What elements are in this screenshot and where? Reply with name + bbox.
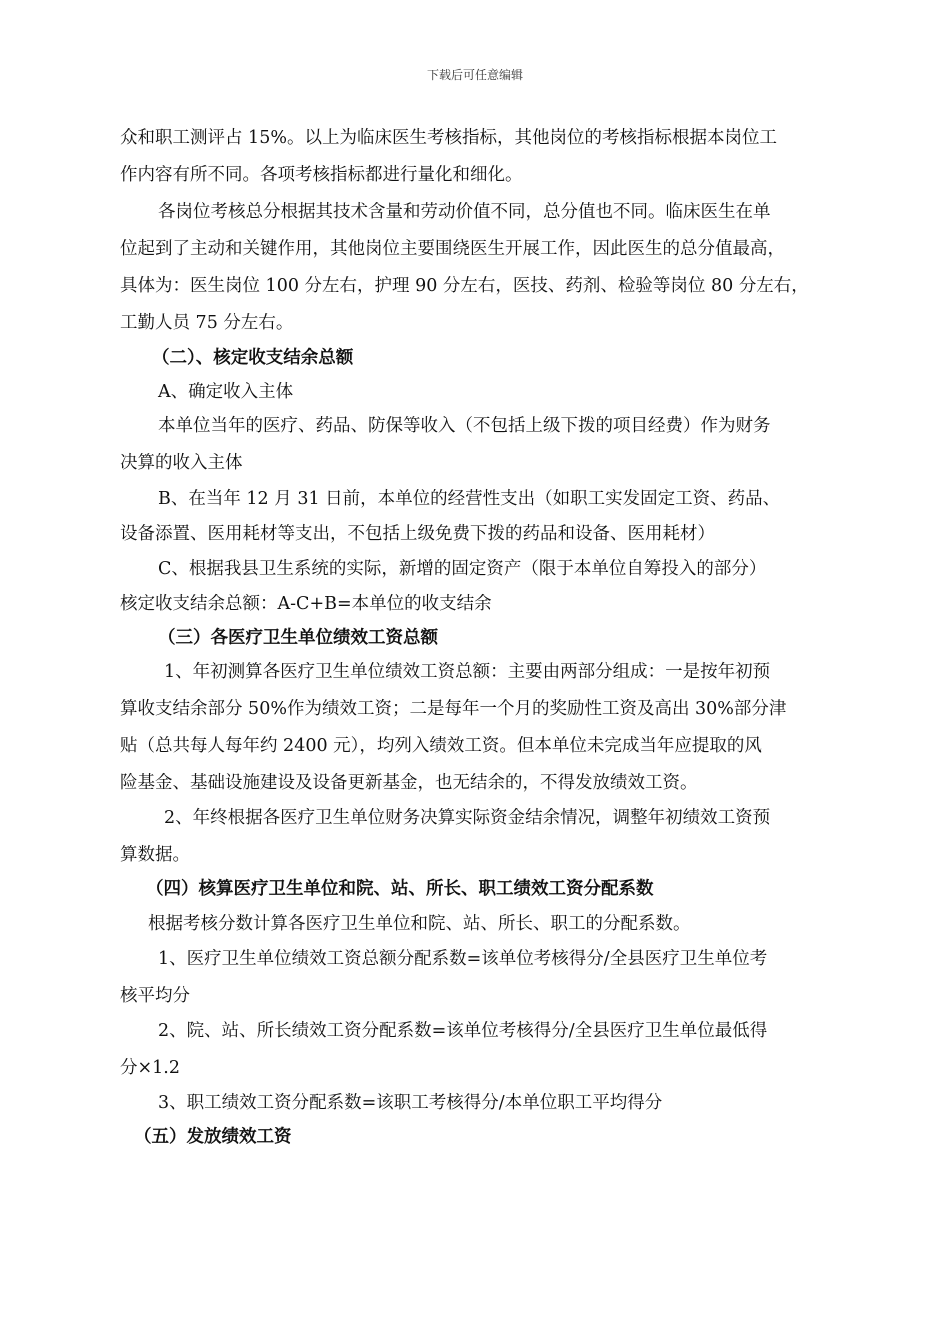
text-line: 算收支结余部分 50%作为绩效工资；二是每年一个月的奖励性工资及高出 30%部分津 [120,699,787,719]
text-line: 工勤人员 75 分左右。 [120,313,294,333]
text-line: A、确定收入主体 [158,382,294,402]
text-line: 分×1.2 [120,1058,180,1078]
text-line: 核平均分 [120,986,190,1006]
section-heading: （二）、核定收支结余总额 [152,348,354,368]
text-line: 3、职工绩效工资分配系数=该职工考核得分/本单位职工平均得分 [158,1093,663,1113]
text-line: 核定收支结余总额：A-C+B=本单位的收支结余 [120,594,492,614]
section-heading: （四）核算医疗卫生单位和院、站、所长、职工绩效工资分配系数 [146,879,654,899]
section-heading: （三）各医疗卫生单位绩效工资总额 [158,628,438,648]
text-line: 算数据。 [120,845,190,865]
text-line: C、根据我县卫生系统的实际，新增的固定资产（限于本单位自筹投入的部分） [158,559,767,579]
text-line: 根据考核分数计算各医疗卫生单位和院、站、所长、职工的分配系数。 [148,914,691,934]
text-line: 作内容有所不同。各项考核指标都进行量化和细化。 [120,165,523,185]
text-line: 1、医疗卫生单位绩效工资总额分配系数=该单位考核得分/全县医疗卫生单位考 [158,949,768,969]
section-heading: （五）发放绩效工资 [134,1127,292,1147]
text-line: 2、年终根据各医疗卫生单位财务决算实际资金结余情况，调整年初绩效工资预 [164,808,771,828]
text-line: 贴（总共每人每年约 2400 元），均列入绩效工资。但本单位未完成当年应提取的风 [120,736,762,756]
text-line: 众和职工测评占 15%。以上为临床医生考核指标，其他岗位的考核指标根据本岗位工 [120,128,777,148]
text-line: 设备添置、医用耗材等支出，不包括上级免费下拨的药品和设备、医用耗材） [120,524,715,544]
text-line: B、在当年 12 月 31 日前，本单位的经营性支出（如职工实发固定工资、药品、 [158,489,781,509]
text-line: 决算的收入主体 [120,453,243,473]
text-line: 各岗位考核总分根据其技术含量和劳动价值不同，总分值也不同。临床医生在单 [158,202,771,222]
text-line: 险基金、基础设施建设及设备更新基金，也无结余的，不得发放绩效工资。 [120,773,698,793]
text-line: 1、年初测算各医疗卫生单位绩效工资总额：主要由两部分组成：一是按年初预 [164,662,771,682]
text-line: 具体为：医生岗位 100 分左右，护理 90 分左右，医技、药剂、检验等岗位 80 分左右， [120,276,809,296]
text-line: 2、院、站、所长绩效工资分配系数=该单位考核得分/全县医疗卫生单位最低得 [158,1021,768,1041]
text-line: 位起到了主动和关键作用，其他岗位主要围绕医生开展工作，因此医生的总分值最高， [120,239,785,259]
page-header: 下载后可任意编辑 [426,68,523,82]
text-line: 本单位当年的医疗、药品、防保等收入（不包括上级下拨的项目经费）作为财务 [158,416,771,436]
